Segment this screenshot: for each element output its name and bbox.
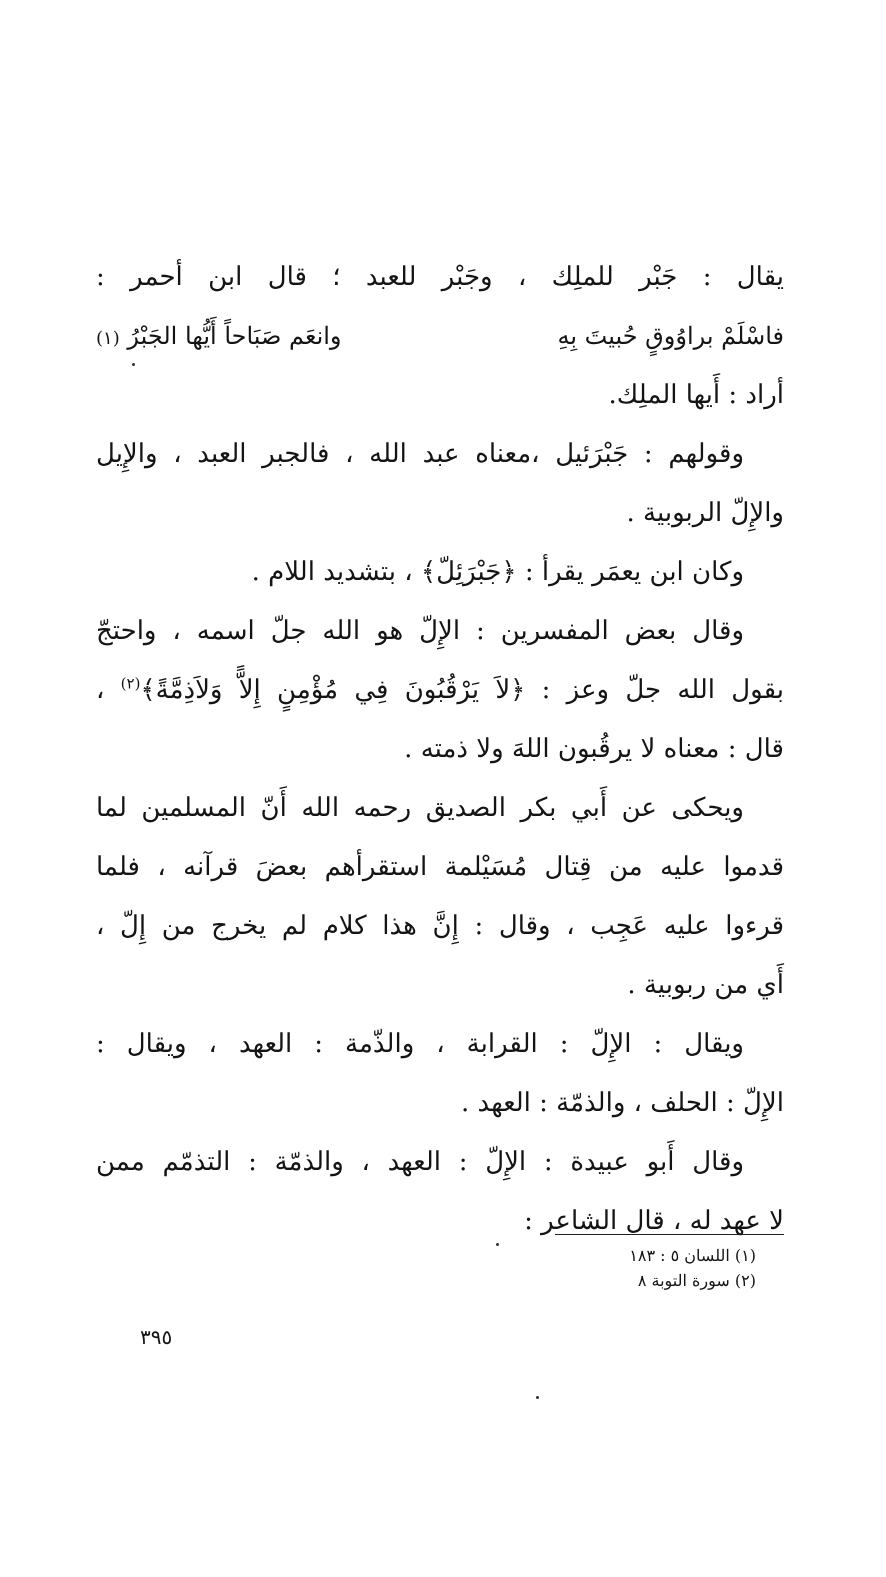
text-line-16: لا عهد له ، قال الشاعر :	[524, 1206, 784, 1236]
text-line-13: ويقال : الإِلّ : القرابة ، والذّمة : العهد ، ويقال :	[96, 1029, 744, 1059]
text-line-9: ويحكى عن أَبي بكر الصديق رحمه الله أَنّ المسلمين لما	[96, 793, 744, 823]
main-text	[96, 248, 784, 1251]
text-line-4: والإِلّ الربوبية .	[626, 498, 784, 528]
poetry-verse	[96, 307, 784, 366]
text-line-10: قدموا عليه من قِتال مُسَيْلمة استقرأهم بعضَ قرآنه ، فلما	[96, 852, 784, 882]
text-line-7-main: بقول الله جلّ وعز : ﴿لاَ يَرْقُبُونَ فِي مُؤْمِنٍ إِلاًّ وَلاَذِمَّةً﴾	[140, 675, 784, 705]
text-line-2: أراد : أَيها الملِك.	[608, 380, 784, 410]
text-line-12: أَي من ربوبية .	[627, 970, 784, 1000]
text-line-14: الإِلّ : الحلف ، والذمّة : العهد .	[461, 1088, 784, 1118]
verse-first-hemistich	[557, 307, 784, 366]
text-line-5: وكان ابن يعمَر يقرأ : ﴿جَبْرَئِلّ﴾ ، بتشديد اللام .	[251, 557, 744, 587]
verse-second-text: وانعَم صَبَاحاً أَيُّها الجَبْرُ	[127, 322, 342, 350]
footnote-1: (١) اللسان ٥ : ١٨٣	[629, 1246, 756, 1265]
verse-second-hemistich	[96, 307, 342, 366]
text-line-3: وقولهم : جَبْرَئيل ،معناه عبد الله ، فالجبر العبد ، والإِيل	[96, 439, 744, 469]
verse-first-text: فاسْلَمْ براوُوقٍ حُبيتَ بِهِ	[557, 322, 784, 350]
ink-speck	[536, 1396, 539, 1399]
text-line-15: وقال أَبو عبيدة : الإِلّ : العهد ، والذمّة : التذمّم ممن	[96, 1147, 744, 1177]
text-line-7	[96, 661, 784, 720]
footnote-2: (٢) سورة التوبة ٨	[637, 1271, 756, 1290]
text-line-1: يقال : جَبْر للملِك ، وجَبْر للعبد ؛ قال ابن أحمر :	[96, 262, 784, 292]
footnote-marker-1: (١)	[96, 328, 120, 349]
page-number: ٣٩٥	[140, 1325, 173, 1349]
text-line-11: قرءوا عليه عَجِب ، وقال : إِنَّ هذا كلام لم يخرج من إِلّ ،	[96, 911, 784, 941]
footnote-marker-2: (٢)	[120, 674, 141, 693]
ink-speck	[132, 363, 135, 366]
text-line-6: وقال بعض المفسرين : الإِلّ هو الله جلّ اسمه ، واحتجّ	[96, 616, 744, 646]
footnote-divider	[555, 1234, 784, 1235]
ink-speck	[496, 1243, 499, 1246]
text-line-8: قال : معناه لا يرقُبون اللهَ ولا ذمته .	[404, 734, 784, 764]
text-line-7-trailing: ،	[96, 675, 121, 705]
footnotes	[629, 1243, 756, 1293]
